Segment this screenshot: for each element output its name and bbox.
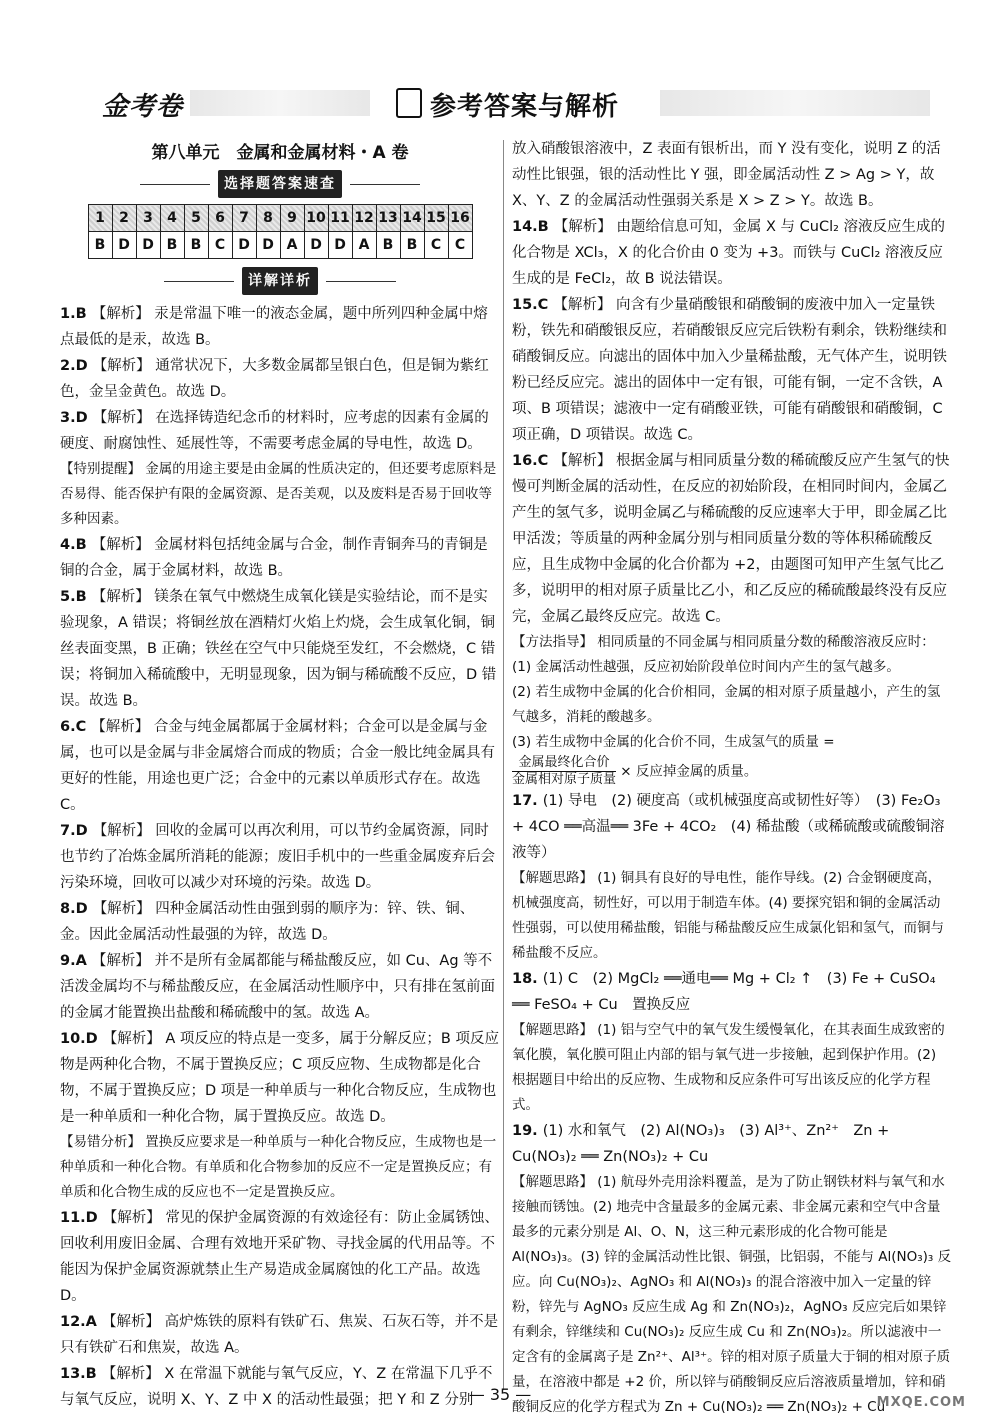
answer-text: (1) 水和氧气 (2) Al(NO₃)₃ (3) Al³⁺、Zn²⁺ Zn + Cu(NO₃)₂ ══ Zn(NO₃)₂ + Cu (512, 1123, 890, 1165)
answer-text: 【解析】 在选择铸造纪念币的材料时，应考虑的因素有金属的硬度、耐腐蚀性、延展性等，不需要考虑金属的导电性，故选 D。 (60, 410, 489, 452)
answer-text: 【解题思路】 (1) 航母外壳用涂料覆盖，是为了防止钢铁材料与氧气和水接触而锈蚀。(2) 地壳中含量最多的金属元素、非金属元素和空气中含量最多的元素分别是 Al、O、N，这三种元素形成的化合物可能是 Al(NO₃)₃。(3) 锌的金属活动性比银、铜强，比铝弱，不能与 Al(NO₃)₃ 反应。向 Cu(NO₃)₂、AgNO₃ 和 Al(NO₃)₃ 的混合溶液中加入一定量的锌粉，锌先与 AgNO₃ 反应生成 Ag 和 Zn(NO₃)₂，AgNO₃ 反应完后如果锌有剩余，锌继续和 Cu(NO₃)₂ 反应生成 Cu 和 Zn(NO₃)₂。所以滤液中一定含有的金属离子是 Zn²⁺、Al³⁺。锌的相对原子质量大于铜的相对原子质量，在溶液中都是 +2 价，所以锌与硝酸铜反应后溶液质量增加，锌和硝酸铜反应的化学方程式为 Zn + Cu(NO₃)₂ ══ Zn(NO₃)₂ + Cu (512, 1174, 952, 1415)
answer-item (60, 405, 500, 457)
answer-letter-cell: D (232, 232, 256, 259)
answer-text: 【特别提醒】 金属的用途主要是由金属的性质决定的，但还要考虑原料是否易得、能否保护有限的金属资源、是否美观，以及废料是否易于回收等多种因素。 (60, 461, 497, 527)
answer-letter-cell: B (400, 232, 424, 259)
answer-letter-cell: D (328, 232, 352, 259)
answer-number-cell: 10 (304, 205, 328, 232)
answer-item (60, 1130, 500, 1205)
answer-letter-cell: C (448, 232, 472, 259)
question-number: 17. (512, 793, 543, 809)
answer-letter-cell: D (256, 232, 280, 259)
answer-text: 【解析】 镁条在氧气中燃烧生成氧化镁是实验结论，而不是实验现象，A 错误；将铜丝放在酒精灯火焰上灼烧，会生成氧化铜，铜丝表面变黑，B 正确；铁丝在空气中只能烧至发红，不会燃烧，C 错误；将铜加入稀硫酸中，无明显现象，因为铜与稀硫酸不反应，D 错误。故选 B。 (60, 589, 497, 709)
left-items (60, 301, 500, 1413)
answer-text: 【解析】 回收的金属可以再次利用，可以节约金属资源，同时也节约了冶炼金属所消耗的能源；废旧手机中的一些重金属废弃后会污染环境，回收可以减少对环境的污染。故选 D。 (60, 823, 495, 891)
answer-text: (1) 金属活动性越强，反应初始阶段单位时间内产生的氢气越多。 (512, 659, 900, 675)
question-number: 2.D (60, 358, 93, 374)
question-number: 7.D (60, 823, 93, 839)
answer-text: (1) 导电 (2) 硬度高（或机械强度高或韧性好等） (3) Fe₂O₃ + 4CO ══高温══ 3Fe + 4CO₂ (4) 稀盐酸（或稀硫酸或硫酸铜溶液等） (512, 793, 945, 861)
answer-text: 【解题思路】 (1) 铝与空气中的氧气发生缓慢氧化，在其表面生成致密的氧化膜，氧化膜可阻止内部的铝与氧气进一步接触，起到保护作用。(2) 根据题目中给出的反应物、生成物和反应条件可写出该反应的化学方程式。 (512, 1022, 945, 1113)
answer-letter-cell: B (160, 232, 184, 259)
answer-letter-cell: A (352, 232, 376, 259)
answer-item (512, 448, 952, 630)
answer-letter-cell: D (136, 232, 160, 259)
unit-title: 第八单元 金属和金属材料・A 卷 (151, 143, 409, 163)
question-number: 1.B (60, 306, 92, 322)
question-number: 15.C (512, 297, 554, 313)
answer-number-cell: 5 (184, 205, 208, 232)
answer-text: 【解析】 A 项反应的特点是一变多，属于分解反应；B 项反应物是两种化合物，不属于置换反应；C 项反应物、生成物都是化合物，不属于置换反应；D 项是一种单质与一种化合物反应，生成物也是一种单质和一种化合物，属于置换反应。故选 D。 (60, 1031, 499, 1125)
answer-item (512, 655, 952, 680)
answer-letter-cell: A (280, 232, 304, 259)
answer-item (512, 136, 952, 214)
question-number: 12.A (60, 1314, 102, 1330)
answer-item (512, 866, 952, 966)
answer-number-cell: 8 (256, 205, 280, 232)
column-divider (503, 140, 504, 1390)
question-number: 11.D (60, 1210, 103, 1226)
answer-item (60, 532, 500, 584)
page-number: — 35 — (468, 1385, 532, 1404)
answer-item (512, 1170, 952, 1420)
answer-number-cell: 7 (232, 205, 256, 232)
answer-text: 【解题思路】 (1) 铜具有良好的导电性，能作导线。(2) 合金钢硬度高，机械强度高，韧性好，可以用于制造车体。(4) 要探究铝和铜的金属活动性强弱，可以使用稀盐酸，铝能与稀盐酸反应生成氯化铝和氢气，而铜与稀盐酸不反应。 (512, 870, 944, 961)
answer-number-cell: 11 (328, 205, 352, 232)
question-number: 14.B (512, 219, 554, 235)
answer-text: 【方法指导】 相同质量的不同金属与相同质量分数的稀酸溶液反应时： (512, 634, 935, 650)
answer-text: 【解析】 根据金属与相同质量分数的稀硫酸反应产生氢气的快慢可判断金属的活动性，在反应的初始阶段，在相同时间内，金属乙产生的氢气多，说明金属乙与稀硫酸的反应速率大于甲，即金属乙比甲活泼；等质量的两种金属分别与相同质量分数的等体积稀硫酸反应，且生成物中金属的化合价都为 +2，由题图可知甲产生氢气比乙多，说明甲的相对原子质量比乙小，和乙反应的稀硫酸最终没有反应完，金属乙最终反应完。故选 C。 (512, 453, 950, 625)
answer-item (60, 1309, 500, 1361)
question-number: 13.B (60, 1366, 102, 1382)
answer-letter-cell: C (424, 232, 448, 259)
question-number: 18. (512, 971, 543, 987)
answer-text: 【解析】 向含有少量硝酸银和硝酸铜的废液中加入一定量铁粉，铁先和硝酸银反应，若硝酸银反应完后铁粉有剩余，铁粉继续和硝酸铜反应。向滤出的固体中加入少量稀盐酸，无气体产生，说明铁粉已经反应完。滤出的固体中一定有银，可能有铜，一定不含铁，A 项、B 项错误；滤液中一定有硝酸亚铁，可能有硝酸银和硝酸铜，C 项正确，D 项错误。故选 C。 (512, 297, 947, 443)
answer-item (512, 966, 952, 1018)
answer-number-cell: 6 (208, 205, 232, 232)
answer-letter-cell: B (88, 232, 112, 259)
right-items (512, 136, 952, 1420)
answer-text: 【解析】 并不是所有金属都能与稀盐酸反应，如 Cu、Ag 等不活泼金属均不与稀盐酸反应，在金属活动性顺序中，只有排在氢前面的金属才能置换出盐酸和稀硫酸中的氢。故选 A。 (60, 953, 495, 1021)
answer-item (512, 1118, 952, 1170)
left-column (60, 136, 500, 1413)
question-number: 19. (512, 1123, 543, 1139)
answer-number-cell: 12 (352, 205, 376, 232)
section-detail-header (60, 267, 500, 295)
answer-text: 【解析】 由题给信息可知，金属 X 与 CuCl₂ 溶液反应生成的化合物是 XCl₃，X 的化合价由 0 变为 +3。而铁与 CuCl₂ 溶液反应生成的是 FeCl₂，故 B 说法错误。 (512, 219, 946, 287)
page-header (80, 78, 940, 128)
answer-number-cell: 16 (448, 205, 472, 232)
answer-letter-cell: C (208, 232, 232, 259)
question-number: 10.D (60, 1031, 103, 1047)
section-quick-label: 选择题答案速查 (218, 170, 342, 198)
answer-item (60, 818, 500, 896)
answer-item (60, 301, 500, 353)
answer-item (60, 896, 500, 948)
fraction: $\frac{\text{金属最终化合价}}{\text{金属相对原子质量}}$ (512, 755, 617, 787)
section-detail-label: 详解详析 (242, 267, 318, 295)
answer-table-numbers (88, 205, 472, 232)
answer-table-answers (88, 232, 472, 259)
answer-number-cell: 3 (136, 205, 160, 232)
watermark: MXQE.COM (876, 1395, 966, 1410)
question-number: 9.A (60, 953, 92, 969)
answer-number-cell: 2 (112, 205, 136, 232)
answer-letter-cell: B (376, 232, 400, 259)
answer-text: 【解析】 四种金属活动性由强到弱的顺序为：锌、铁、铜、金。因此金属活动性最强的为锌，故选 D。 (60, 901, 475, 943)
right-column (512, 136, 952, 1420)
answer-item (512, 292, 952, 448)
answer-item (512, 730, 952, 755)
answer-number-cell: 13 (376, 205, 400, 232)
question-number: 3.D (60, 410, 93, 426)
answer-item (512, 1018, 952, 1118)
answer-table (88, 204, 473, 259)
answer-text: 【解析】 X 在常温下就能与氧气反应，Y、Z 在常温下几乎不与氧气反应，说明 X、Y、Z 中 X 的活动性最强；把 Y 和 Z 分别 (60, 1366, 493, 1408)
answer-item (60, 948, 500, 1026)
answer-item (60, 714, 500, 818)
answer-letter-cell: B (184, 232, 208, 259)
answer-text: (3) 若生成物中金属的化合价不同，生成氢气的质量 = (512, 734, 835, 750)
answer-item (60, 584, 500, 714)
header-decoration (660, 90, 930, 116)
question-number: 4.B (60, 537, 92, 553)
answer-text: 【解析】 金属材料包括纯金属与合金，制作青铜奔马的青铜是铜的合金，属于金属材料，故选 B。 (60, 537, 488, 579)
answer-text: 【解析】 合金与纯金属都属于金属材料；合金可以是金属与金属，也可以是金属与非金属熔合而成的物质；合金一般比纯金属具有更好的性能，用途也更广泛；合金中的元素以单质形式存在。故选 C。 (60, 719, 495, 813)
brand-logo: 金考卷 (102, 92, 184, 122)
answer-item (60, 353, 500, 405)
question-number: 5.B (60, 589, 92, 605)
header-decoration (190, 90, 370, 116)
answer-text: 【解析】 高炉炼铁的原料有铁矿石、焦炭、石灰石等，并不是只有铁矿石和焦炭，故选 A。 (60, 1314, 499, 1356)
answer-item (60, 1026, 500, 1130)
answer-item (512, 214, 952, 292)
section-quick-header (60, 170, 500, 198)
answer-text: (1) C (2) MgCl₂ ══通电══ Mg + Cl₂ ↑ (3) Fe + CuSO₄ ══ FeSO₄ + Cu 置换反应 (512, 971, 936, 1013)
answer-letter-cell: D (304, 232, 328, 259)
question-number: 6.C (60, 719, 92, 735)
answer-number-cell: 9 (280, 205, 304, 232)
answer-number-cell: 14 (400, 205, 424, 232)
answer-text: 【易错分析】 置换反应要求是一种单质与一种化合物反应，生成物也是一种单质和一种化合物。有单质和化合物参加的反应不一定是置换反应；有单质和化合物生成的反应也不一定是置换反应。 (60, 1134, 497, 1200)
answer-number-cell: 15 (424, 205, 448, 232)
answer-item (512, 630, 952, 655)
answer-number-cell: 4 (160, 205, 184, 232)
document-icon (396, 88, 422, 118)
answer-text: 放入硝酸银溶液中，Z 表面有银析出，而 Y 没有变化，说明 Z 的活动性比银强，银的活动性比 Y 强，即金属活动性 Z > Ag > Y，故 X、Y、Z 的金属活动性强弱关系是 X > Z > Y。故选 B。 (512, 141, 941, 209)
question-number: 8.D (60, 901, 93, 917)
answer-text: 【解析】 汞是常温下唯一的液态金属，题中所列四种金属中熔点最低的是汞，故选 B。 (60, 306, 488, 348)
answer-letter-cell: D (112, 232, 136, 259)
answer-item (60, 457, 500, 532)
answer-item: $\frac{\text{金属最终化合价}}{\text{金属相对原子质量}}$ × 反应掉金属的质量。 (512, 755, 758, 787)
question-number: 16.C (512, 453, 554, 469)
answer-item (512, 788, 952, 866)
answer-number-cell: 1 (88, 205, 112, 232)
answer-text: (2) 若生成物中金属的化合价相同，金属的相对原子质量越小，产生的氢气越多，消耗的酸越多。 (512, 684, 941, 725)
answer-item (512, 680, 952, 730)
answer-text: 【解析】 常见的保护金属资源的有效途径有：防止金属锈蚀、回收利用废旧金属、合理有效地开采矿物、寻找金属的代用品等。不能因为保护金属资源就禁止生产易造成金属腐蚀的化工产品。故选 D。 (60, 1210, 499, 1304)
answer-text: 【解析】 通常状况下，大多数金属都呈银白色，但是铜为紫红色，金呈金黄色。故选 D。 (60, 358, 489, 400)
answer-item (60, 1205, 500, 1309)
page-title: 参考答案与解析 (430, 92, 620, 122)
